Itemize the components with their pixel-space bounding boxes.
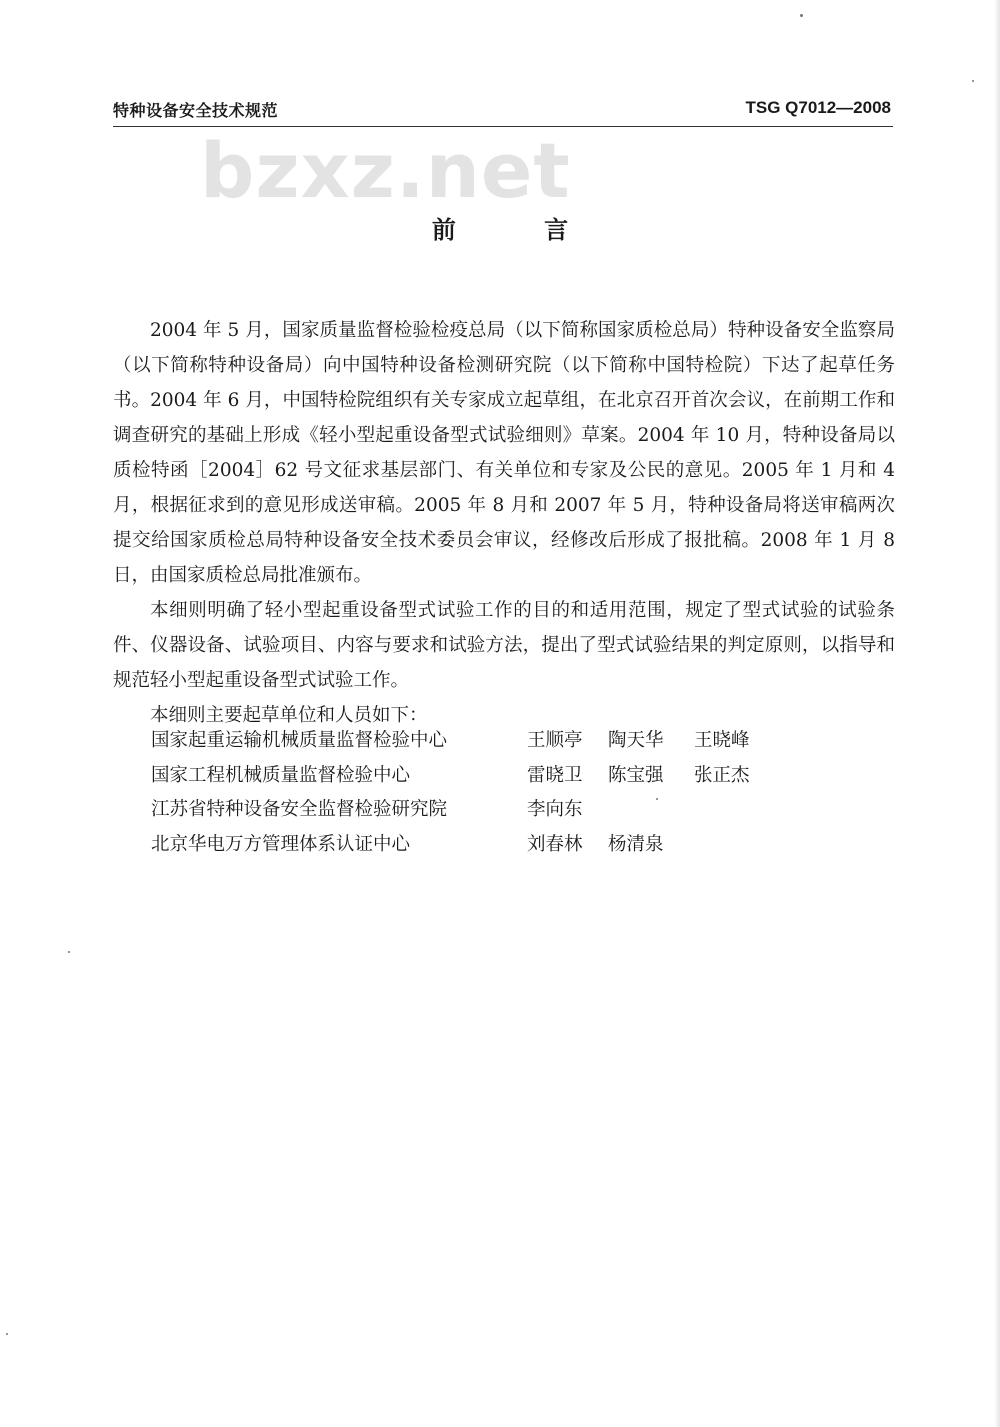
drafter-person: 王晓峰 [694,730,750,751]
drafter-row [151,726,801,761]
scan-speck [800,14,803,17]
paragraph-scope: 本细则明确了轻小型起重设备型式试验工作的目的和适用范围，规定了型式试验的试验条件、仪器设备、试验项目、内容与要求和试验方法，提出了型式试验结果的判定原则，以指导和规范轻小型起重设备型式试验工作。 [113,600,895,691]
drafter-person: 雷晓卫 [527,764,583,786]
paragraph-drafters-intro: 本细则主要起草单位和人员如下： [150,705,428,726]
drafter-person: 杨清泉 [608,833,664,855]
drafters-list [151,726,801,864]
drafter-person: 刘春林 [527,833,583,855]
scan-speck [972,80,974,82]
scan-speck [68,951,70,953]
paragraph-history: 2004 年 5 月，国家质量监督检验检疫总局（以下简称国家质检总局）特种设备安全监察局（以下简称特种设备局）向中国特种设备检测研究院（以下简称中国特检院）下达了起草任务书。2004 年 6 月，中国特检院组织有关专家成立起草组，在北京召开首次会议，在前期工作和调查研究的基础上形成《轻小型起重设备型式试验细则》草案。2004 年 10 月，特种设备局以质检特函［2004］62 号文征求基层部门、有关单位和专家及公民的意见。2005 年 1 月和 4 月，根据征求到的意见形成送审稿。2005 年 8 月和 2007 年 5 月，特种设备局将送审稿两次提交给国家质检总局特种设备安全技术委员会审议，经修改后形成了报批稿。2008 年 1 月 8 日，由国家质检总局批准颁布。 [113,320,895,586]
drafter-person: 张正杰 [694,764,750,786]
scan-speck [6,1333,8,1335]
scan-speck [656,798,658,800]
header-standard-number: TSG Q7012—2008 [745,98,891,117]
watermark: bzxz.net [200,126,571,215]
drafter-organization: 国家起重运输机械质量监督检验中心 [151,730,448,751]
page-title: 前 言 [431,216,609,244]
drafter-row [151,761,801,796]
drafter-organization: 北京华电万方管理体系认证中心 [151,833,411,855]
drafter-person: 陶天华 [608,730,664,751]
drafter-person: 陈宝强 [608,764,664,786]
foreword-body [113,313,895,733]
running-header [113,96,893,127]
drafter-row [151,830,801,865]
drafter-row [151,795,801,830]
drafter-person: 王顺亭 [527,730,583,751]
drafter-organization: 国家工程机械质量监督检验中心 [151,764,411,786]
header-series-title: 特种设备安全技术规范 [113,101,279,120]
drafter-person: 李向东 [527,799,583,820]
drafter-organization: 江苏省特种设备安全监督检验研究院 [151,799,448,820]
